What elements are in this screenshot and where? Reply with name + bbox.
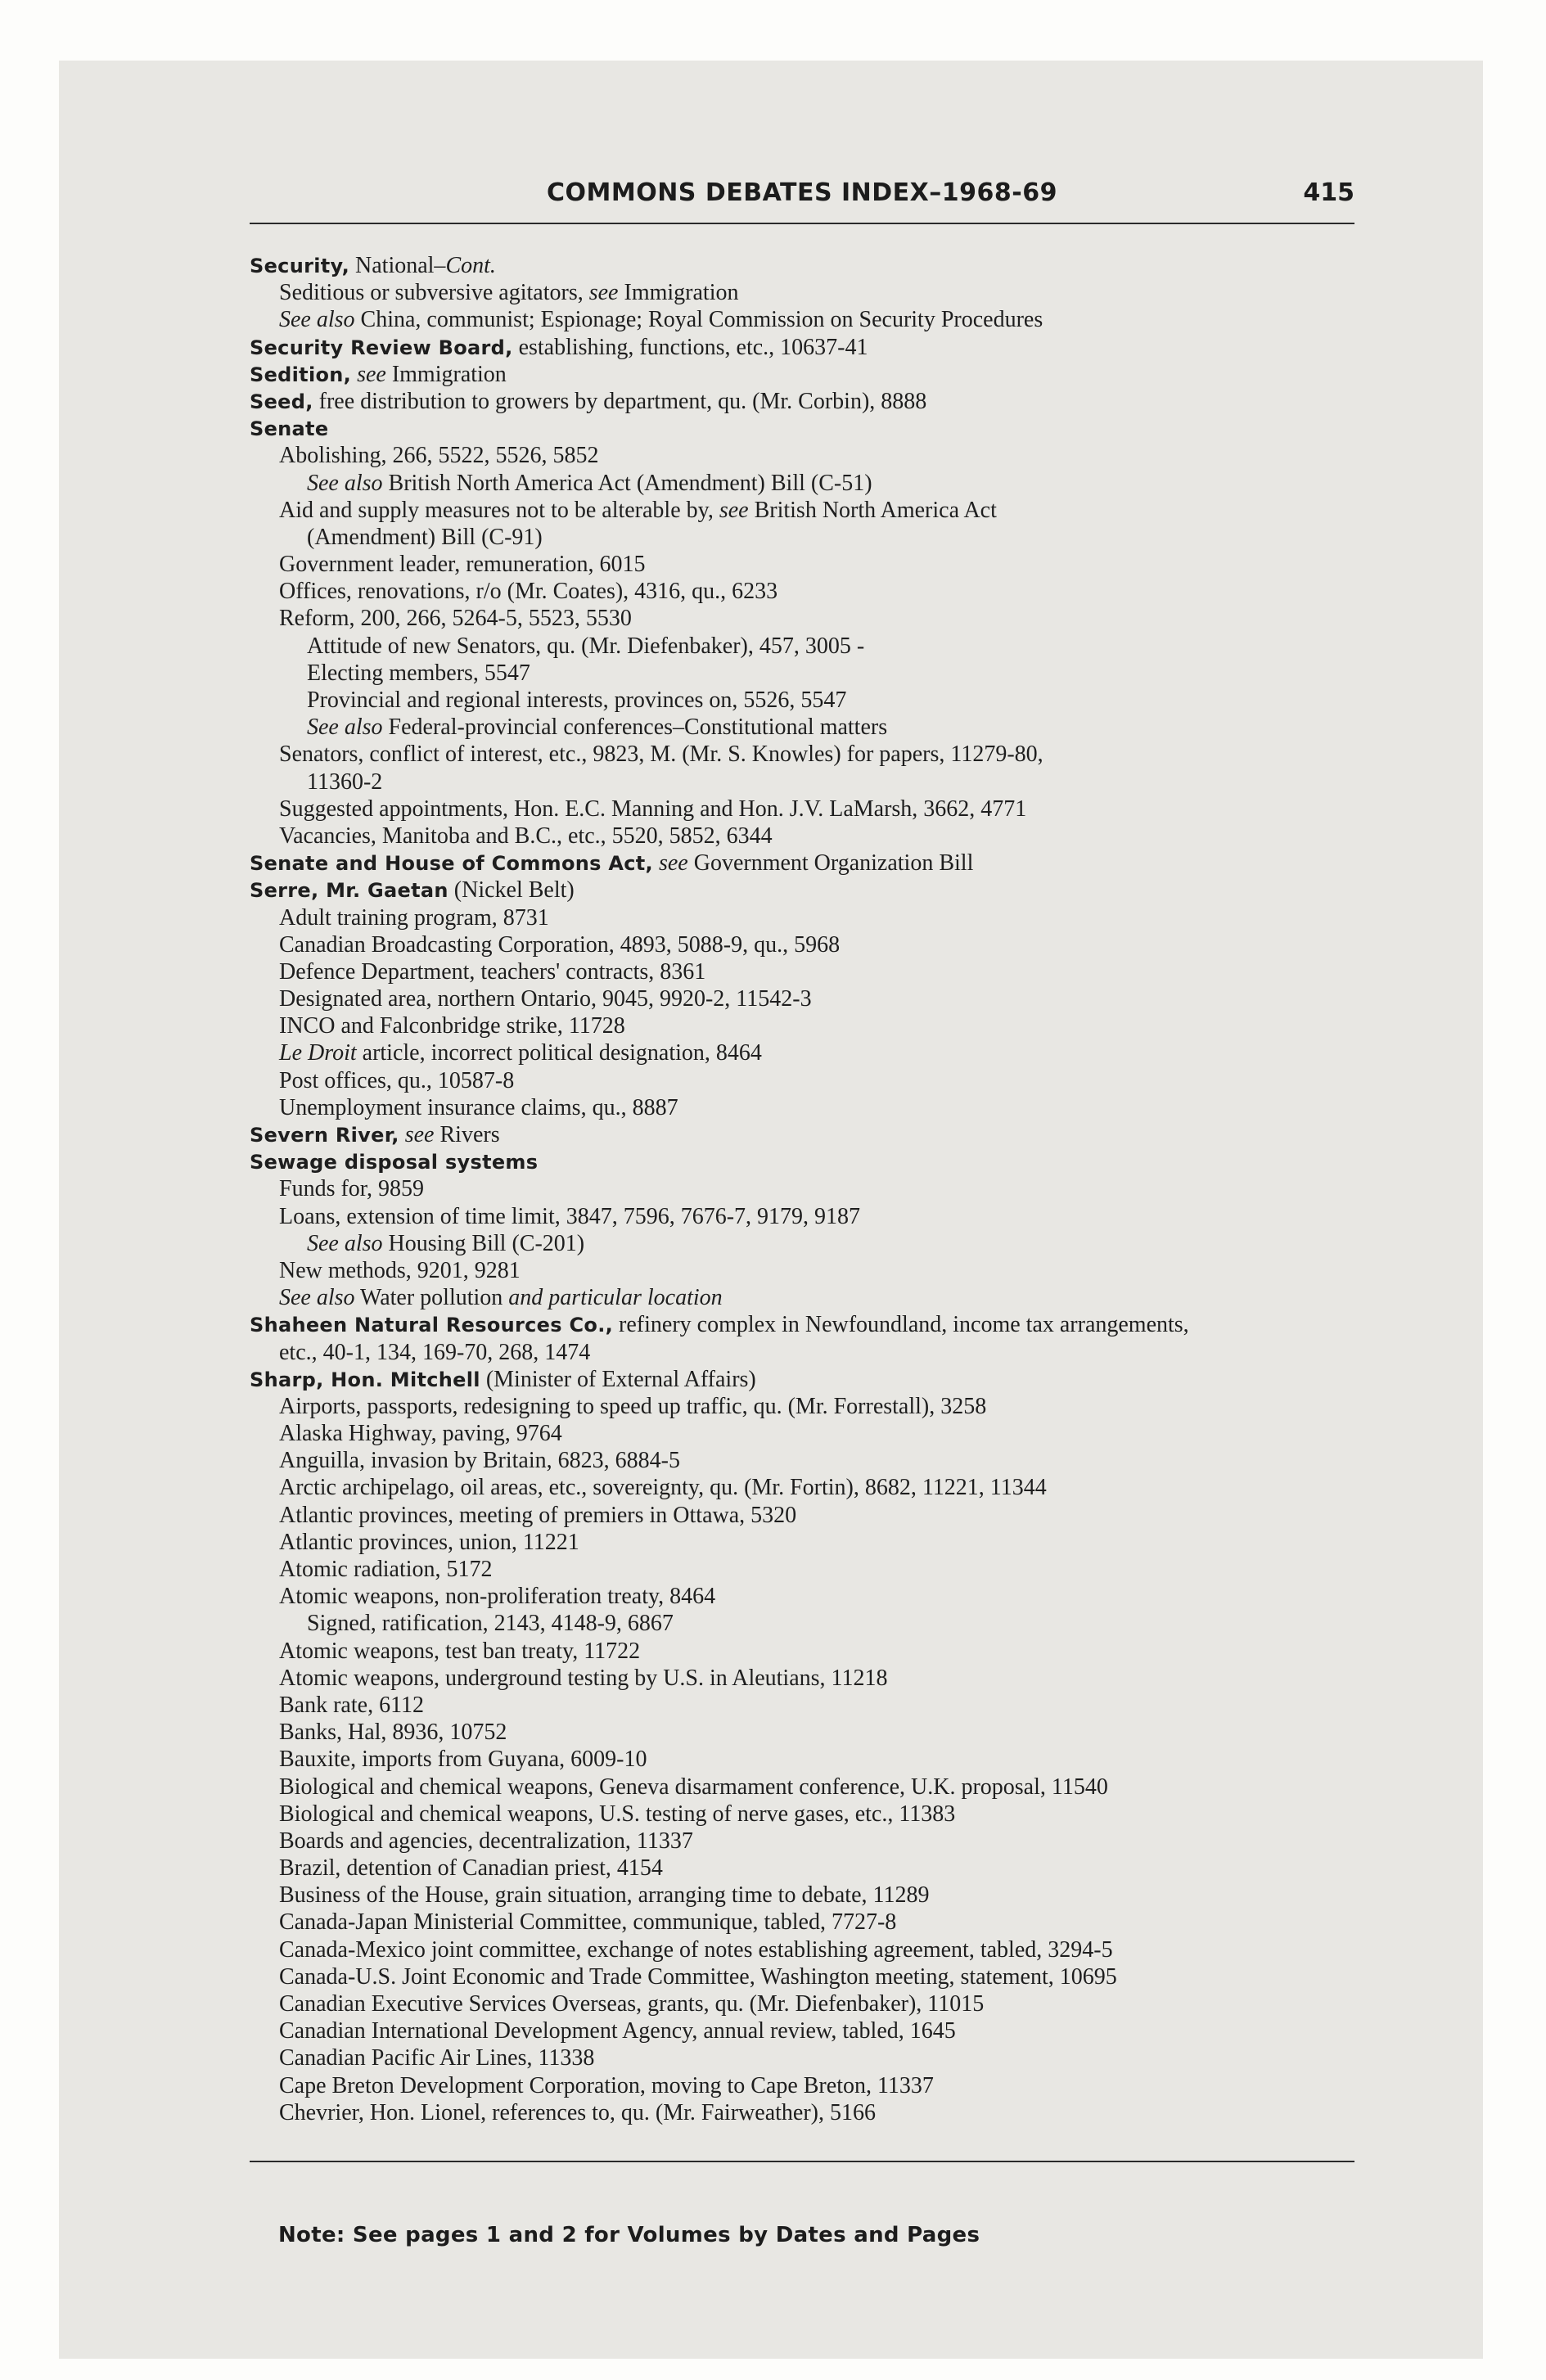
index-subentry: Loans, extension of time limit, 3847, 7596, 7676-7, 9179, 9187 [279,1203,861,1229]
index-subsubentry: See also Federal-provincial conferences–Constitutional matters [307,714,888,741]
index-subentry: Reform, 200, 266, 5264-5, 5523, 5530 [279,606,632,632]
index-subentry: Canadian Broadcasting Corporation, 4893, 5088-9, qu., 5968 [279,931,841,958]
index-heading-line: Severn River, see Rivers [250,1122,500,1147]
index-continuation: etc., 40-1, 134, 169-70, 268, 1474 [279,1339,591,1365]
index-subentry: Atomic radiation, 5172 [279,1557,493,1582]
index-subsubentry: Provincial and regional interests, provinces on, 5526, 5547 [307,687,847,713]
index-subentry: Canada-Mexico joint committee, exchange of notes establishing agreement, tabled, 3294-5 [279,1936,1113,1963]
index-subentry: Anguilla, invasion by Britain, 6823, 6884-5 [279,1448,680,1474]
index-subentry: Biological and chemical weapons, U.S. testing of nerve gases, etc., 11383 [279,1801,956,1827]
index-subentry: Bauxite, imports from Guyana, 6009-10 [279,1747,647,1773]
index-subentry: Canadian Executive Services Overseas, grants, qu. (Mr. Diefenbaker), 11015 [279,1991,985,2017]
index-subentry: Canadian International Development Agency, annual review, tabled, 1645 [279,2018,956,2044]
index-subentry: Atomic weapons, test ban treaty, 11722 [279,1638,641,1664]
index-subentry: Defence Department, teachers' contracts, 8361 [279,958,706,985]
index-subentry: Abolishing, 266, 5522, 5526, 5852 [279,443,599,469]
index-subsubentry: Signed, ratification, 2143, 4148-9, 6867 [307,1611,674,1637]
index-subentry: See also Water pollution and particular location [279,1285,723,1311]
index-subentry: Atomic weapons, underground testing by U.S. in Aleutians, 11218 [279,1665,888,1691]
index-subentry: Offices, renovations, r/o (Mr. Coates), 4316, qu., 6233 [279,579,778,605]
index-subsubentry: See also British North America Act (Amendment) Bill (C-51) [307,470,872,496]
index-heading-line: Sharp, Hon. Mitchell (Minister of External Affairs) [250,1366,756,1392]
index-subentry: Funds for, 9859 [279,1176,424,1202]
index-subentry: Designated area, northern Ontario, 9045, 9920-2, 11542-3 [279,986,812,1012]
index-subentry: Post offices, qu., 10587-8 [279,1067,515,1093]
index-heading-line: Security Review Board, establishing, functions, etc., 10637-41 [250,334,868,360]
index-subentry: Business of the House, grain situation, arranging time to debate, 11289 [279,1882,930,1909]
index-heading-line: Security, National–Cont. [250,253,496,278]
index-subentry: Atomic weapons, non-proliferation treaty, 8464 [279,1584,716,1610]
index-subentry: Biological and chemical weapons, Geneva disarmament conference, U.K. proposal, 11540 [279,1774,1108,1800]
index-subsubentry: Attitude of new Senators, qu. (Mr. Diefenbaker), 457, 3005 - [307,633,865,659]
index-subentry: Seditious or subversive agitators, see Immigration [279,280,739,306]
index-subentry: Suggested appointments, Hon. E.C. Manning and Hon. J.V. LaMarsh, 3662, 4771 [279,796,1027,822]
index-heading-line: Shaheen Natural Resources Co., refinery complex in Newfoundland, income tax arrangements, [250,1312,1189,1338]
index-subentry: New methods, 9201, 9281 [279,1257,521,1283]
footer-rule [250,2161,1354,2162]
index-subentry: Atlantic provinces, union, 11221 [279,1529,579,1555]
page-header [250,178,1354,216]
index-subentry: Aid and supply measures not to be alterable by, see British North America Act [279,497,997,523]
index-subentry: Bank rate, 6112 [279,1692,425,1718]
index-subentry: Canada-U.S. Joint Economic and Trade Committee, Washington meeting, statement, 10695 [279,1963,1117,1990]
index-subentry: Cape Breton Development Corporation, moving to Cape Breton, 11337 [279,2072,934,2098]
index-subentry: Atlantic provinces, meeting of premiers in Ottawa, 5320 [279,1502,797,1528]
page-number: 415 [1303,178,1354,207]
index-subentry: Alaska Highway, paving, 9764 [279,1421,562,1447]
index-subentry: Canadian Pacific Air Lines, 11338 [279,2045,595,2071]
index-subentry: Adult training program, 8731 [279,904,549,931]
index-heading-line: Senate and House of Commons Act, see Government Organization Bill [250,850,974,877]
index-heading-line: Senate [250,417,329,441]
index-heading-line: Seed, free distribution to growers by department, qu. (Mr. Corbin), 8888 [250,388,927,414]
index-subentry: Arctic archipelago, oil areas, etc., sovereignty, qu. (Mr. Fortin), 8682, 11221, 11344 [279,1475,1047,1501]
index-subentry: Unemployment insurance claims, qu., 8887 [279,1094,678,1120]
index-subentry: Boards and agencies, decentralization, 11337 [279,1828,693,1854]
index-body [250,252,1354,2126]
index-subentry: Vacancies, Manitoba and B.C., etc., 5520, 5852, 6344 [279,823,773,849]
index-heading-line: Serre, Mr. Gaetan (Nickel Belt) [250,877,575,904]
index-subentry: Government leader, remuneration, 6015 [279,552,646,578]
header-rule [250,223,1354,224]
footer-note: Note: See pages 1 and 2 for Volumes by Dates and Pages [278,2223,980,2247]
index-subentry: Brazil, detention of Canadian priest, 4154 [279,1855,663,1882]
index-subsubentry: Electing members, 5547 [307,660,530,686]
index-subentry: INCO and Falconbridge strike, 11728 [279,1013,625,1039]
index-subentry: Banks, Hal, 8936, 10752 [279,1720,507,1746]
index-subsubentry: See also Housing Bill (C-201) [307,1230,585,1256]
index-subentry: See also China, communist; Espionage; Royal Commission on Security Procedures [279,307,1043,333]
index-subentry: Le Droit article, incorrect political designation, 8464 [279,1040,762,1066]
index-subentry: Senators, conflict of interest, etc., 9823, M. (Mr. S. Knowles) for papers, 11279-80, [279,741,1043,768]
index-subentry: Chevrier, Hon. Lionel, references to, qu. (Mr. Fairweather), 5166 [279,2099,876,2125]
index-continuation: 11360-2 [307,769,383,795]
index-heading-line: Sewage disposal systems [250,1151,539,1174]
index-heading-line: Sedition, see Immigration [250,361,507,387]
running-title: COMMONS DEBATES INDEX–1968-69 [546,178,1058,207]
index-subentry: Airports, passports, redesigning to speed up traffic, qu. (Mr. Forrestall), 3258 [279,1393,987,1419]
index-subentry: Canada-Japan Ministerial Committee, communique, tabled, 7727-8 [279,1909,897,1936]
index-continuation: (Amendment) Bill (C-91) [307,524,543,550]
